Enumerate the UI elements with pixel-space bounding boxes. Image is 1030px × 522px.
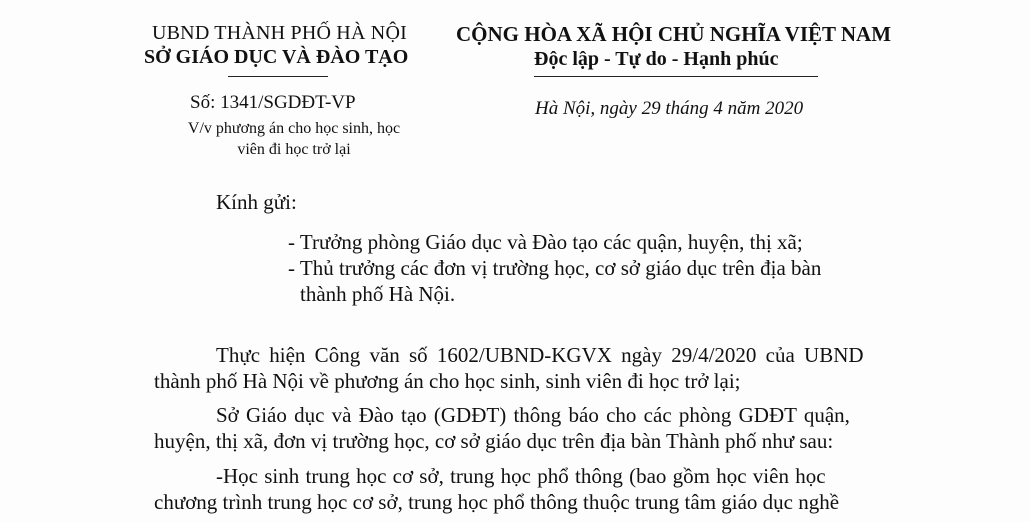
paragraph-3-line-2: chương trình trung học cơ sở, trung học phổ thông thuộc trung tâm giáo dục nghề bbox=[154, 490, 840, 514]
recipient-line-1: - Trưởng phòng Giáo dục và Đào tạo các quận, huyện, thị xã; bbox=[288, 230, 803, 254]
paragraph-3-line-1: -Học sinh trung học cơ sở, trung học phổ thông (bao gồm học viên học bbox=[216, 464, 826, 488]
subject-line-1: V/v phương án cho học sinh, học bbox=[187, 120, 401, 137]
paragraph-2-line-1: Sở Giáo dục và Đào tạo (GDĐT) thông báo cho các phòng GDĐT quận, bbox=[216, 403, 850, 427]
issuing-authority: UBND THÀNH PHỐ HÀ NỘI bbox=[152, 22, 407, 44]
subject-line-2: viên đi học trở lại bbox=[237, 141, 351, 158]
national-motto: Độc lập - Tự do - Hạnh phúc bbox=[534, 48, 779, 70]
paragraph-2-line-2: huyện, thị xã, đơn vị trường học, cơ sở giáo dục trên địa bàn Thành phố như sau: bbox=[154, 429, 834, 453]
document-number: Số: 1341/SGDĐT-VP bbox=[190, 92, 356, 113]
issue-date: Hà Nội, ngày 29 tháng 4 năm 2020 bbox=[535, 98, 804, 119]
recipient-line-2: - Thủ trưởng các đơn vị trường học, cơ sở giáo dục trên địa bàn bbox=[288, 256, 822, 280]
paragraph-1-line-2: thành phố Hà Nội về phương án cho học sinh, sinh viên đi học trở lại; bbox=[154, 369, 741, 393]
national-title: CỘNG HÒA XÃ HỘI CHỦ NGHĨA VIỆT NAM bbox=[456, 22, 892, 46]
issuing-agency: SỞ GIÁO DỤC VÀ ĐÀO TẠO bbox=[144, 46, 409, 68]
document-subject bbox=[164, 118, 424, 160]
recipient-line-3: thành phố Hà Nội. bbox=[300, 282, 456, 306]
motto-underline bbox=[534, 76, 818, 77]
paragraph-1-line-1: Thực hiện Công văn số 1602/UBND-KGVX ngày 29/4/2020 của UBND bbox=[216, 343, 864, 367]
recipient-greeting: Kính gửi: bbox=[216, 190, 297, 214]
agency-underline bbox=[228, 76, 328, 77]
